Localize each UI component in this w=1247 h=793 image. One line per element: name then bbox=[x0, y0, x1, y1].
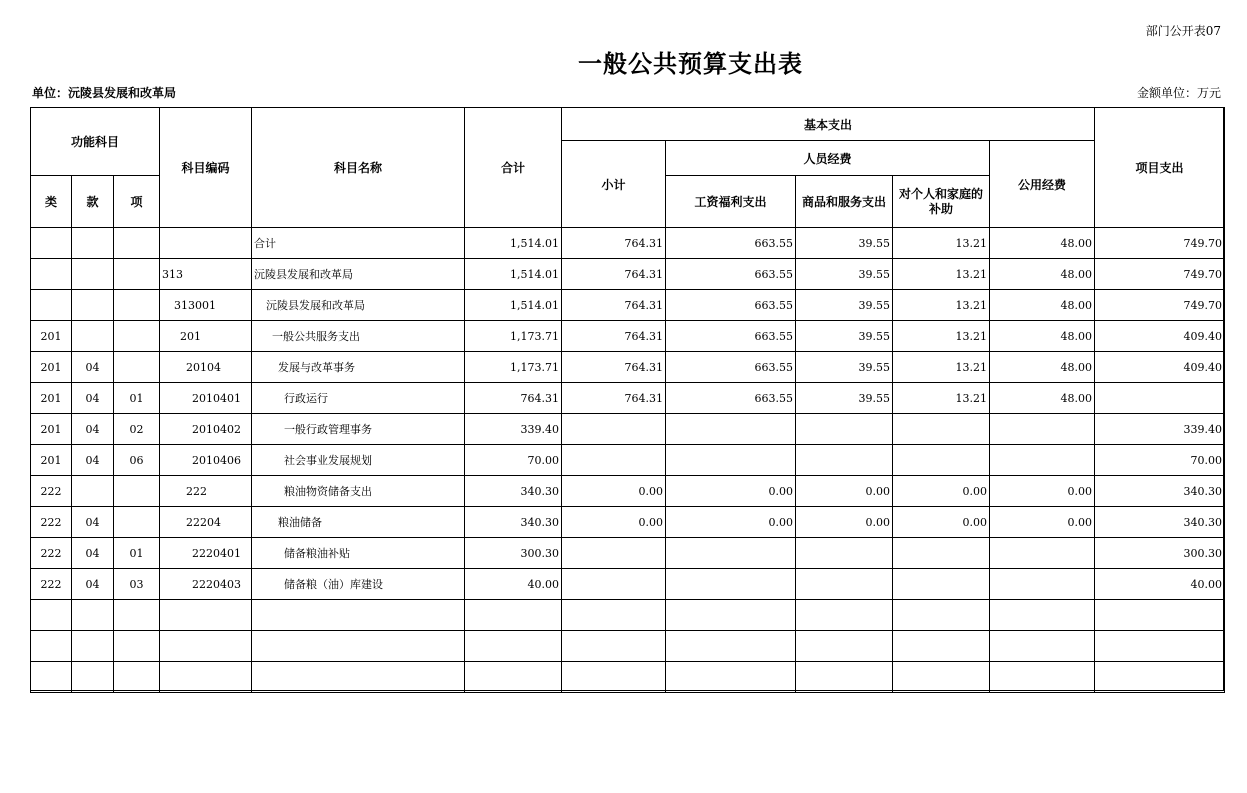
cell-xiang: 03 bbox=[114, 569, 160, 600]
cell-code bbox=[160, 662, 252, 693]
cell-name bbox=[252, 600, 465, 631]
cell-kuan bbox=[72, 476, 114, 507]
cell-public-funds: 48.00 bbox=[990, 352, 1095, 383]
cell-goods: 39.55 bbox=[796, 259, 893, 290]
cell-wage: 663.55 bbox=[666, 321, 796, 352]
cell-code: 2010402 bbox=[160, 414, 252, 445]
table-row bbox=[31, 259, 1225, 290]
cell-code: 2010401 bbox=[160, 383, 252, 414]
cell-xiang bbox=[114, 507, 160, 538]
cell-name: 储备粮油补贴 bbox=[252, 538, 465, 569]
cell-subtotal: 764.31 bbox=[562, 383, 666, 414]
cell-lei: 222 bbox=[31, 569, 72, 600]
cell-kuan bbox=[72, 228, 114, 259]
cell-lei: 201 bbox=[31, 352, 72, 383]
cell-goods bbox=[796, 538, 893, 569]
kuan-header: 款 bbox=[72, 176, 114, 228]
cell-lei bbox=[31, 631, 72, 662]
cell-total: 1,173.71 bbox=[465, 352, 562, 383]
cell-total: 1,514.01 bbox=[465, 228, 562, 259]
cell-goods: 39.55 bbox=[796, 383, 893, 414]
cell-project bbox=[1095, 631, 1225, 662]
cell-total bbox=[465, 662, 562, 693]
cell-subtotal bbox=[562, 445, 666, 476]
cell-total bbox=[465, 631, 562, 662]
cell-code: 313 bbox=[160, 259, 252, 290]
subsidy-header: 对个人和家庭的补助 bbox=[893, 176, 990, 228]
cell-goods bbox=[796, 631, 893, 662]
cell-public-funds bbox=[990, 538, 1095, 569]
cell-public-funds: 48.00 bbox=[990, 290, 1095, 321]
cell-public-funds bbox=[990, 414, 1095, 445]
cell-wage: 663.55 bbox=[666, 383, 796, 414]
subtotal-header: 小计 bbox=[562, 141, 666, 228]
cell-lei: 222 bbox=[31, 507, 72, 538]
cell-lei: 201 bbox=[31, 414, 72, 445]
cell-subtotal: 764.31 bbox=[562, 228, 666, 259]
cell-project: 70.00 bbox=[1095, 445, 1225, 476]
cell-code: 20104 bbox=[160, 352, 252, 383]
cell-wage bbox=[666, 631, 796, 662]
cell-code bbox=[160, 631, 252, 662]
personnel-header: 人员经费 bbox=[666, 141, 990, 176]
cell-xiang bbox=[114, 631, 160, 662]
cell-project: 749.70 bbox=[1095, 290, 1225, 321]
cell-total: 1,173.71 bbox=[465, 321, 562, 352]
cell-lei bbox=[31, 600, 72, 631]
table-row bbox=[31, 662, 1225, 693]
cell-subsidy bbox=[893, 569, 990, 600]
table-row bbox=[31, 228, 1225, 259]
cell-public-funds: 0.00 bbox=[990, 476, 1095, 507]
cell-goods bbox=[796, 414, 893, 445]
cell-xiang: 06 bbox=[114, 445, 160, 476]
cell-subtotal: 764.31 bbox=[562, 352, 666, 383]
cell-goods: 39.55 bbox=[796, 352, 893, 383]
cell-subsidy: 13.21 bbox=[893, 321, 990, 352]
cell-public-funds: 48.00 bbox=[990, 228, 1095, 259]
cell-code: 222 bbox=[160, 476, 252, 507]
cell-kuan bbox=[72, 259, 114, 290]
table-row bbox=[31, 476, 1225, 507]
cell-name: 发展与改革事务 bbox=[252, 352, 465, 383]
cell-wage: 663.55 bbox=[666, 259, 796, 290]
form-number: 部门公开表07 bbox=[1145, 24, 1221, 38]
cell-lei bbox=[31, 290, 72, 321]
cell-public-funds bbox=[990, 662, 1095, 693]
cell-name bbox=[252, 662, 465, 693]
cell-kuan bbox=[72, 631, 114, 662]
cell-subtotal bbox=[562, 600, 666, 631]
cell-project: 340.30 bbox=[1095, 476, 1225, 507]
cell-subtotal bbox=[562, 414, 666, 445]
cell-kuan: 04 bbox=[72, 507, 114, 538]
table-row bbox=[31, 290, 1225, 321]
cell-name: 粮油物资储备支出 bbox=[252, 476, 465, 507]
cell-project: 409.40 bbox=[1095, 352, 1225, 383]
cell-total bbox=[465, 600, 562, 631]
cell-goods: 39.55 bbox=[796, 228, 893, 259]
cell-subsidy: 13.21 bbox=[893, 383, 990, 414]
cell-subtotal bbox=[562, 569, 666, 600]
cell-kuan bbox=[72, 290, 114, 321]
cell-total: 40.00 bbox=[465, 569, 562, 600]
cell-public-funds bbox=[990, 445, 1095, 476]
cell-code: 2010406 bbox=[160, 445, 252, 476]
cell-subtotal bbox=[562, 538, 666, 569]
cell-public-funds: 48.00 bbox=[990, 321, 1095, 352]
cell-kuan: 04 bbox=[72, 569, 114, 600]
cell-code: 2220403 bbox=[160, 569, 252, 600]
cell-total: 764.31 bbox=[465, 383, 562, 414]
cell-wage bbox=[666, 445, 796, 476]
cell-code: 313001 bbox=[160, 290, 252, 321]
cell-xiang bbox=[114, 476, 160, 507]
cell-kuan bbox=[72, 662, 114, 693]
cell-goods bbox=[796, 445, 893, 476]
cell-subsidy: 13.21 bbox=[893, 228, 990, 259]
table-row bbox=[31, 569, 1225, 600]
cell-project: 409.40 bbox=[1095, 321, 1225, 352]
cell-lei: 222 bbox=[31, 476, 72, 507]
cell-subtotal: 764.31 bbox=[562, 321, 666, 352]
cell-public-funds bbox=[990, 569, 1095, 600]
cell-total: 1,514.01 bbox=[465, 290, 562, 321]
cell-public-funds bbox=[990, 631, 1095, 662]
cell-wage: 0.00 bbox=[666, 476, 796, 507]
table-row bbox=[31, 631, 1225, 662]
cell-name: 储备粮（油）库建设 bbox=[252, 569, 465, 600]
cell-total: 339.40 bbox=[465, 414, 562, 445]
cell-xiang: 01 bbox=[114, 383, 160, 414]
cell-public-funds: 48.00 bbox=[990, 383, 1095, 414]
cell-code bbox=[160, 600, 252, 631]
cell-wage: 663.55 bbox=[666, 290, 796, 321]
cell-kuan: 04 bbox=[72, 414, 114, 445]
code-header: 科目编码 bbox=[160, 108, 252, 228]
cell-wage bbox=[666, 662, 796, 693]
cell-xiang: 02 bbox=[114, 414, 160, 445]
table-row bbox=[31, 352, 1225, 383]
cell-goods bbox=[796, 662, 893, 693]
cell-subsidy: 13.21 bbox=[893, 259, 990, 290]
table-row bbox=[31, 383, 1225, 414]
cell-subsidy: 13.21 bbox=[893, 290, 990, 321]
cell-xiang bbox=[114, 600, 160, 631]
cell-name: 一般行政管理事务 bbox=[252, 414, 465, 445]
amount-unit: 金额单位：万元 bbox=[1136, 86, 1221, 100]
cell-code: 2220401 bbox=[160, 538, 252, 569]
page-title: 一般公共预算支出表 bbox=[578, 50, 803, 78]
cell-xiang bbox=[114, 321, 160, 352]
cell-name: 合计 bbox=[252, 228, 465, 259]
cell-subsidy: 13.21 bbox=[893, 352, 990, 383]
cell-goods bbox=[796, 600, 893, 631]
cell-total: 70.00 bbox=[465, 445, 562, 476]
cell-lei bbox=[31, 259, 72, 290]
name-header: 科目名称 bbox=[252, 108, 465, 228]
cell-total: 1,514.01 bbox=[465, 259, 562, 290]
cell-kuan: 04 bbox=[72, 445, 114, 476]
unit-name: 单位：沅陵县发展和改革局 bbox=[32, 86, 177, 100]
cell-lei: 201 bbox=[31, 445, 72, 476]
lei-header: 类 bbox=[31, 176, 72, 228]
cell-kuan: 04 bbox=[72, 538, 114, 569]
cell-subsidy bbox=[893, 538, 990, 569]
cell-goods: 39.55 bbox=[796, 290, 893, 321]
budget-table bbox=[30, 107, 1225, 693]
cell-wage bbox=[666, 538, 796, 569]
cell-subtotal: 0.00 bbox=[562, 476, 666, 507]
func-subject-header: 功能科目 bbox=[31, 108, 160, 176]
cell-subsidy bbox=[893, 600, 990, 631]
cell-goods: 39.55 bbox=[796, 321, 893, 352]
cell-goods: 0.00 bbox=[796, 476, 893, 507]
cell-project: 300.30 bbox=[1095, 538, 1225, 569]
public-funds-header: 公用经费 bbox=[990, 141, 1095, 228]
cell-wage bbox=[666, 600, 796, 631]
cell-project: 749.70 bbox=[1095, 228, 1225, 259]
cell-subsidy: 0.00 bbox=[893, 476, 990, 507]
cell-public-funds bbox=[990, 600, 1095, 631]
table-row bbox=[31, 321, 1225, 352]
cell-name: 沅陵县发展和改革局 bbox=[252, 259, 465, 290]
cell-wage: 663.55 bbox=[666, 228, 796, 259]
cell-subsidy bbox=[893, 631, 990, 662]
cell-subsidy bbox=[893, 445, 990, 476]
cell-xiang bbox=[114, 662, 160, 693]
cell-total: 300.30 bbox=[465, 538, 562, 569]
cell-lei bbox=[31, 228, 72, 259]
cell-code: 22204 bbox=[160, 507, 252, 538]
cell-xiang bbox=[114, 352, 160, 383]
project-header: 项目支出 bbox=[1095, 108, 1225, 228]
cell-project: 340.30 bbox=[1095, 507, 1225, 538]
cell-lei: 201 bbox=[31, 321, 72, 352]
table-row bbox=[31, 414, 1225, 445]
cell-project bbox=[1095, 600, 1225, 631]
cell-subtotal bbox=[562, 662, 666, 693]
cell-wage: 663.55 bbox=[666, 352, 796, 383]
cell-xiang bbox=[114, 259, 160, 290]
cell-xiang: 01 bbox=[114, 538, 160, 569]
cell-total: 340.30 bbox=[465, 476, 562, 507]
cell-kuan: 04 bbox=[72, 383, 114, 414]
xiang-header: 项 bbox=[114, 176, 160, 228]
cell-kuan bbox=[72, 600, 114, 631]
cell-code bbox=[160, 228, 252, 259]
basic-header: 基本支出 bbox=[562, 108, 1095, 141]
cell-public-funds: 0.00 bbox=[990, 507, 1095, 538]
cell-project bbox=[1095, 383, 1225, 414]
cell-project: 40.00 bbox=[1095, 569, 1225, 600]
cell-subtotal: 0.00 bbox=[562, 507, 666, 538]
cell-subsidy: 0.00 bbox=[893, 507, 990, 538]
cell-subsidy bbox=[893, 414, 990, 445]
cell-project: 339.40 bbox=[1095, 414, 1225, 445]
total-header: 合计 bbox=[465, 108, 562, 228]
cell-kuan: 04 bbox=[72, 352, 114, 383]
table-body bbox=[31, 228, 1225, 693]
cell-lei: 222 bbox=[31, 538, 72, 569]
cell-wage bbox=[666, 569, 796, 600]
cell-subtotal: 764.31 bbox=[562, 259, 666, 290]
cell-name bbox=[252, 631, 465, 662]
table-header bbox=[31, 108, 1225, 228]
goods-header: 商品和服务支出 bbox=[796, 176, 893, 228]
cell-name: 行政运行 bbox=[252, 383, 465, 414]
cell-lei: 201 bbox=[31, 383, 72, 414]
cell-subtotal bbox=[562, 631, 666, 662]
table-row bbox=[31, 600, 1225, 631]
cell-code: 201 bbox=[160, 321, 252, 352]
cell-name: 一般公共服务支出 bbox=[252, 321, 465, 352]
cell-goods bbox=[796, 569, 893, 600]
cell-public-funds: 48.00 bbox=[990, 259, 1095, 290]
cell-name: 粮油储备 bbox=[252, 507, 465, 538]
wage-header: 工资福利支出 bbox=[666, 176, 796, 228]
cell-wage: 0.00 bbox=[666, 507, 796, 538]
table-row bbox=[31, 445, 1225, 476]
cell-goods: 0.00 bbox=[796, 507, 893, 538]
table-row bbox=[31, 507, 1225, 538]
cell-lei bbox=[31, 662, 72, 693]
cell-project: 749.70 bbox=[1095, 259, 1225, 290]
cell-wage bbox=[666, 414, 796, 445]
cell-subtotal: 764.31 bbox=[562, 290, 666, 321]
cell-name: 社会事业发展规划 bbox=[252, 445, 465, 476]
table-row bbox=[31, 538, 1225, 569]
cell-total: 340.30 bbox=[465, 507, 562, 538]
cell-kuan bbox=[72, 321, 114, 352]
cell-xiang bbox=[114, 228, 160, 259]
cell-project bbox=[1095, 662, 1225, 693]
cell-name: 沅陵县发展和改革局 bbox=[252, 290, 465, 321]
cell-subsidy bbox=[893, 662, 990, 693]
cell-xiang bbox=[114, 290, 160, 321]
